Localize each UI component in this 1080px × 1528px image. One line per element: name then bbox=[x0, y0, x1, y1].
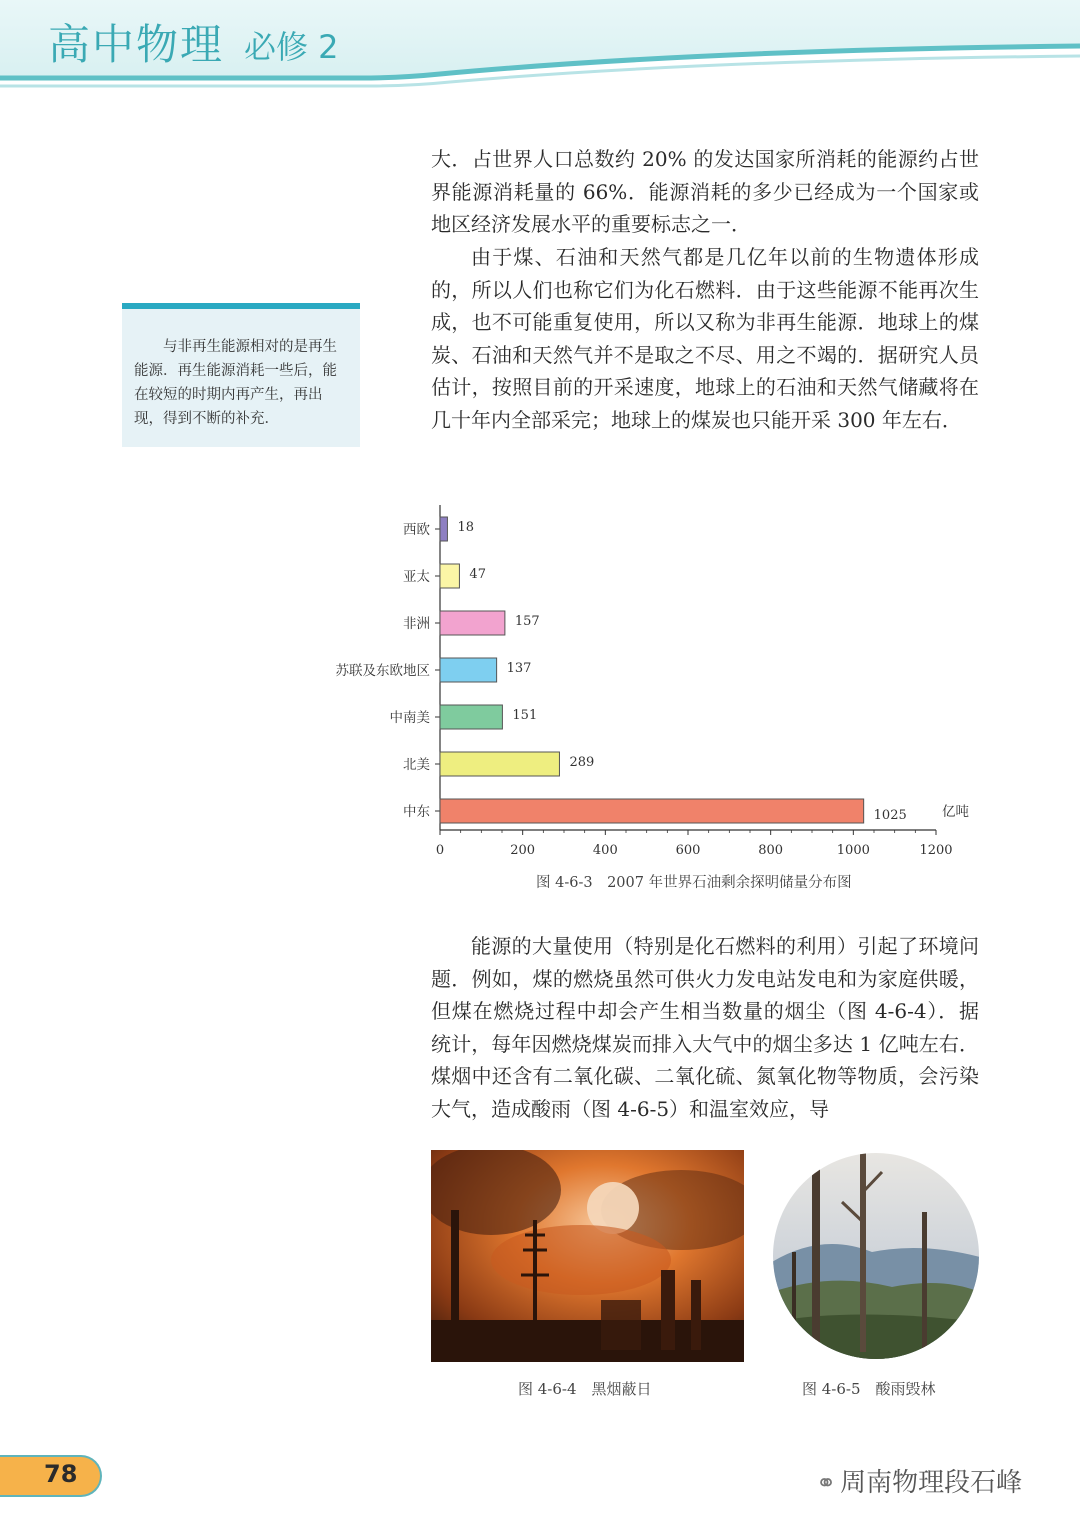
figure-caption-acid-rain: 图 4-6-5 酸雨毁林 bbox=[802, 1380, 936, 1398]
unit-label: 亿吨 bbox=[942, 804, 969, 820]
paragraph-3: 能源的大量使用（特别是化石燃料的利用）引起了环境问题．例如，煤的燃烧虽然可供火力发电站发电和为家庭供暖，但煤在燃烧过程中却会产生相当数量的烟尘（图 4-6-4）．据统计，每年因燃烧煤炭而排入大气中的烟尘多达 1 亿吨左右．煤烟中还含有二氧化碳、二氧化硫、氮氧化物等物质，会污染大气，造成酸雨（图 4-6-5）和温室效应，导 bbox=[431, 934, 979, 1121]
category-label: 北美 bbox=[403, 757, 430, 773]
category-label: 中南美 bbox=[389, 710, 430, 726]
figure-caption-smoke: 图 4-6-4 黑烟蔽日 bbox=[518, 1380, 652, 1398]
margin-note bbox=[122, 303, 360, 447]
value-label: 47 bbox=[469, 567, 486, 582]
value-label: 289 bbox=[569, 755, 595, 770]
black-smoke-photo bbox=[431, 1150, 744, 1362]
category-label: 西欧 bbox=[403, 522, 430, 538]
x-tick-label: 400 bbox=[592, 843, 618, 858]
margin-note-text: 与非再生能源相对的是再生能源．再生能源消耗一些后，能在较短的时期内再产生，再出现，得到不断的补充． bbox=[134, 339, 337, 427]
bar-1 bbox=[440, 564, 459, 588]
x-tick-label: 1200 bbox=[919, 843, 953, 858]
paragraph-2: 由于煤、石油和天然气都是几亿年以前的生物遗体形成的，所以人们也称它们为化石燃料．由于这些能源不能再次生成，也不可能重复使用，所以又称为非再生能源．地球上的煤炭、石油和天然气并不是取之不尽、用之不竭的．据研究人员估计，按照目前的开采速度，地球上的石油和天然气储藏将在几十年内全部采完；地球上的煤炭也只能开采 300 年左右． bbox=[431, 245, 979, 432]
acid-rain-forest-photo bbox=[772, 1152, 980, 1360]
value-label: 157 bbox=[514, 614, 540, 629]
wechat-icon: ⚭ bbox=[816, 1469, 837, 1497]
bar-5 bbox=[440, 752, 559, 776]
chart-title: 图 4-6-3 2007 年世界石油剩余探明储量分布图 bbox=[536, 875, 852, 891]
x-tick-label: 0 bbox=[435, 843, 445, 858]
book-subtitle: 必修 2 bbox=[244, 28, 339, 66]
x-tick-label: 200 bbox=[510, 843, 536, 858]
category-label: 亚太 bbox=[403, 569, 430, 585]
value-label: 137 bbox=[506, 661, 532, 676]
paragraph-1: 大．占世界人口总数约 20% 的发达国家所消耗的能源约占世界能源消耗量的 66%．能源消耗的多少已经成为一个国家或地区经济发展水平的重要标志之一． bbox=[431, 147, 979, 237]
category-label: 苏联及东欧地区 bbox=[335, 663, 430, 679]
category-label: 中东 bbox=[403, 804, 430, 820]
category-label: 非洲 bbox=[403, 616, 430, 632]
page-number: 78 bbox=[44, 1460, 78, 1488]
bar-4 bbox=[440, 705, 502, 729]
x-tick-label: 800 bbox=[758, 843, 784, 858]
bar-2 bbox=[440, 611, 505, 635]
oil-reserves-chart bbox=[320, 495, 1000, 905]
book-title: 高中物理 bbox=[48, 20, 225, 69]
x-tick-label: 600 bbox=[675, 843, 701, 858]
watermark bbox=[816, 1462, 1022, 1499]
bar-6 bbox=[440, 799, 864, 823]
value-label: 151 bbox=[512, 708, 538, 723]
watermark-text: 周南物理段石峰 bbox=[840, 1468, 1023, 1498]
x-tick-label: 1000 bbox=[836, 843, 870, 858]
value-label: 18 bbox=[457, 520, 474, 535]
value-label: 1025 bbox=[873, 808, 907, 823]
bar-3 bbox=[440, 658, 497, 682]
bar-0 bbox=[440, 517, 447, 541]
